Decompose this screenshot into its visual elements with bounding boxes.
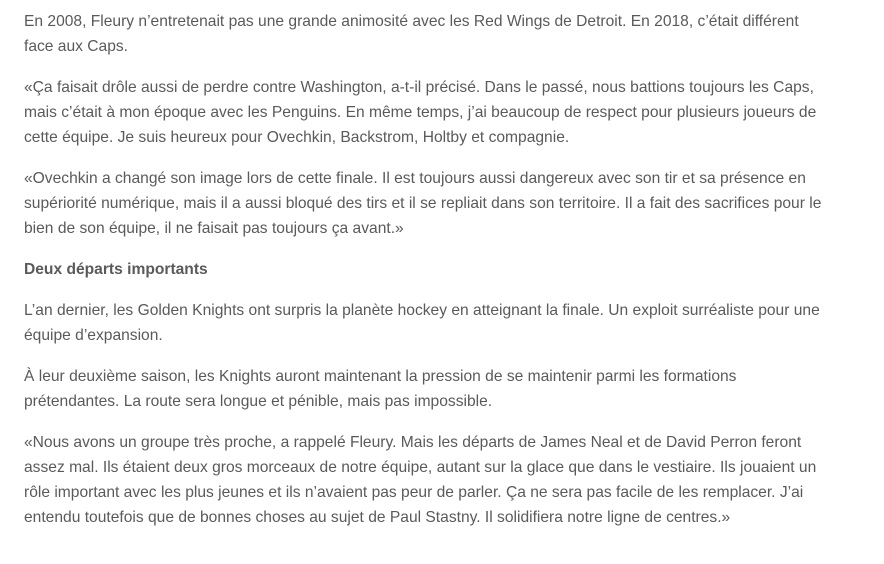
article-paragraph: À leur deuxième saison, les Knights auront maintenant la pression de se maintenir parmi les formations prétendantes. La route sera longue et pénible, mais pas impossible. [24,368,737,410]
article-body [24,9,824,546]
article-paragraph: «Nous avons un groupe très proche, a rappelé Fleury. Mais les départs de James Neal et de David Perron feront assez mal. Ils étaient deux gros morceaux de notre équipe, autant sur la glace que dans le vestiaire. Ils jouaient un rôle important avec les plus jeunes et ils n’avaient pas peur de parler. Ça ne sera pas facile de les remplacer. J’ai entendu toutefois que de bonnes choses au sujet de Paul Stastny. Il solidifiera notre ligne de centres.» [24,434,817,526]
article-paragraph: «Ovechkin a changé son image lors de cette finale. Il est toujours aussi dangereux avec son tir et sa présence en supériorité numérique, mais il a aussi bloqué des tirs et il se repliait dans son territoire. Il a fait des sacrifices pour le bien de son équipe, il ne faisait pas toujours ça avant.» [24,170,822,237]
article-paragraph: L’an dernier, les Golden Knights ont surpris la planète hockey en atteignant la finale. Un exploit surréaliste pour une équipe d’expansion. [24,302,820,344]
section-heading: Deux départs importants [24,261,208,278]
article-paragraph: «Ça faisait drôle aussi de perdre contre Washington, a-t-il précisé. Dans le passé, nous battions toujours les Caps, mais c’était à mon époque avec les Penguins. En même temps, j’ai beaucoup de respect pour plusieurs joueurs de cette équipe. Je suis heureux pour Ovechkin, Backstrom, Holtby et compagnie. [24,79,817,146]
article-paragraph: En 2008, Fleury n’entretenait pas une grande animosité avec les Red Wings de Detroit. En 2018, c’était différent face aux Caps. [24,13,799,55]
